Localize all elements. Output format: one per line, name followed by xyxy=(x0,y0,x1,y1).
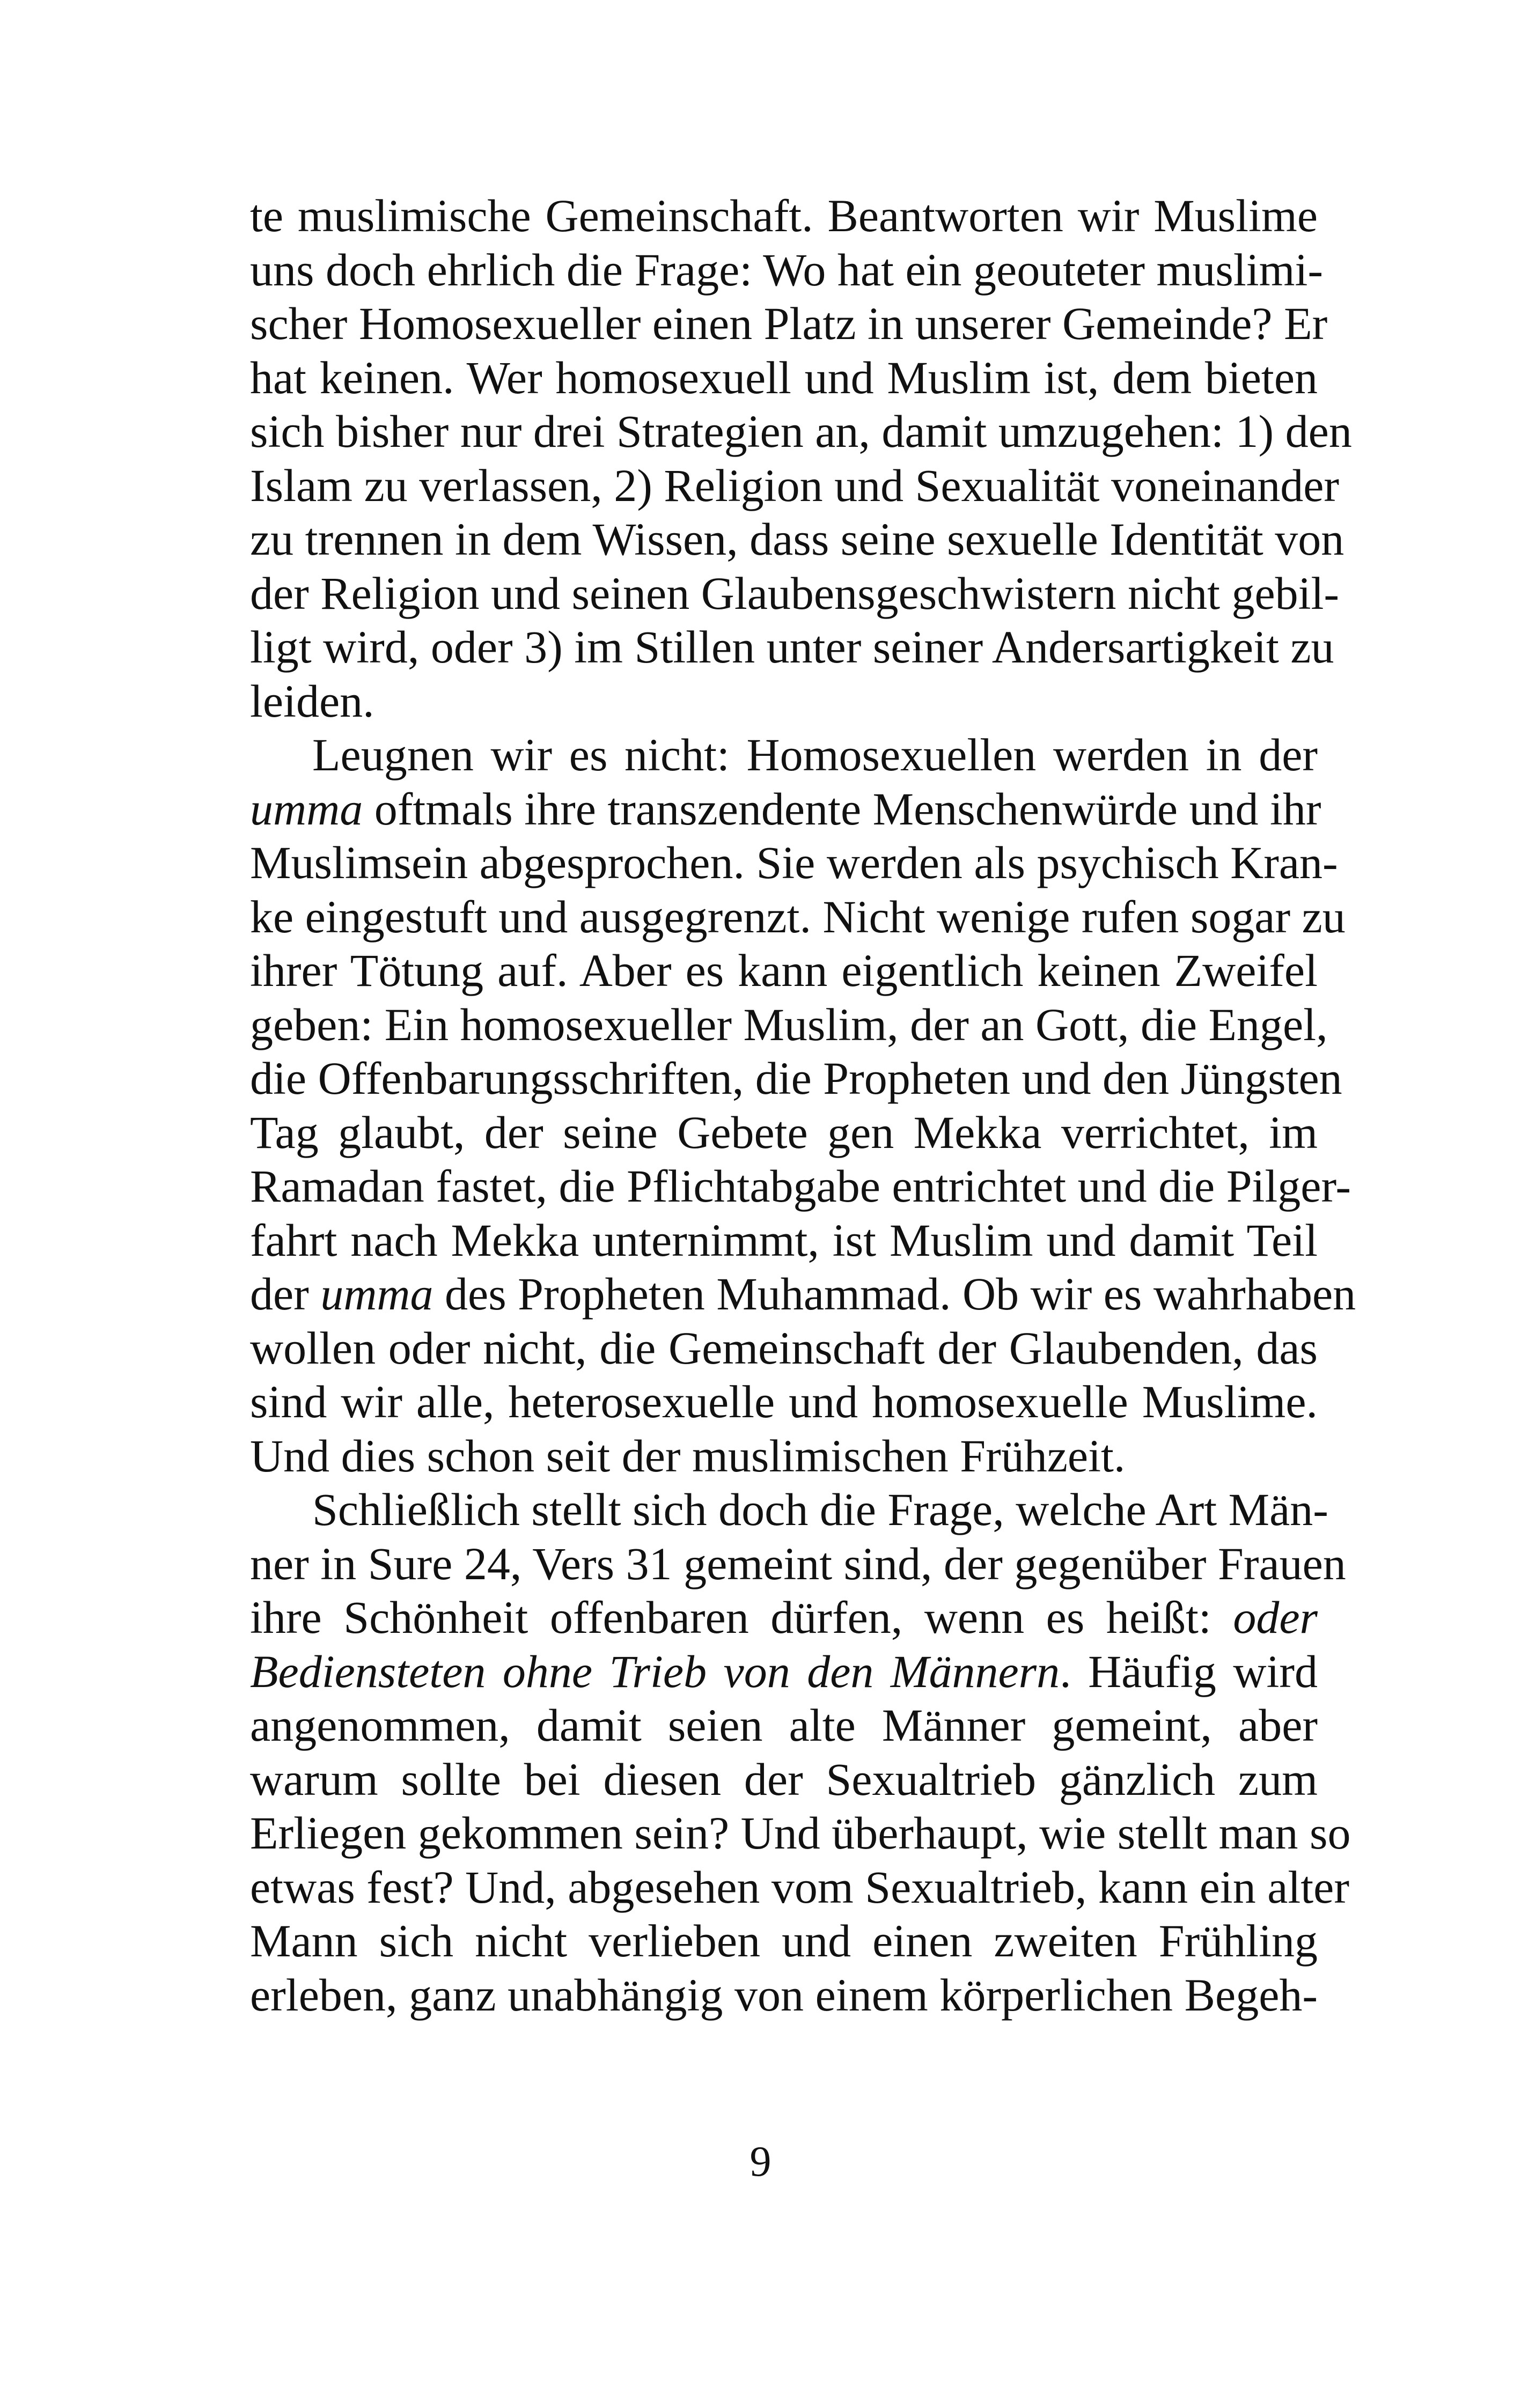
italic-text: umma xyxy=(320,1268,433,1320)
text-line xyxy=(250,998,1328,1052)
text-segment: ihrer Tötung auf. Aber es kann eigentlich keinen Zweifel xyxy=(250,945,1318,996)
text-segment: die Offenbarungsschriften, die Propheten und den Jüngsten xyxy=(250,1052,1342,1104)
text-line xyxy=(250,890,1346,944)
text-segment: Mann sich nicht verlieben und einen zweiten Frühling xyxy=(250,1915,1318,1967)
text-segment: uns doch ehrlich die Frage: Wo hat ein geouteter muslimi- xyxy=(250,244,1324,296)
text-line xyxy=(250,944,1318,998)
text-segment: warum sollte bei diesen der Sexualtrieb gänzlich zum xyxy=(250,1753,1318,1805)
paragraph xyxy=(250,1483,1351,2022)
paragraph xyxy=(250,728,1356,1483)
page-number: 9 xyxy=(750,2138,771,2185)
text-segment: Muslimsein abgesprochen. Sie werden als psychisch Kran- xyxy=(250,837,1338,888)
text-line xyxy=(250,297,1328,351)
text-line xyxy=(250,1375,1318,1429)
text-segment: scher Homosexueller einen Platz in unserer Gemeinde? Er xyxy=(250,298,1328,349)
paragraph xyxy=(250,189,1352,728)
italic-text: Bediensteten ohne Trieb von den Männern xyxy=(250,1645,1060,1697)
text-segment: Und dies schon seit der muslimischen Frühzeit. xyxy=(250,1430,1126,1482)
text-line xyxy=(250,1968,1318,2022)
text-segment: ligt wird, oder 3) im Stillen unter seiner Andersartigkeit zu xyxy=(250,621,1334,673)
text-line xyxy=(250,1429,1318,1483)
text-line xyxy=(250,728,1318,782)
text-segment: sich bisher nur drei Strategien an, damit umzugehen: 1) den xyxy=(250,406,1352,457)
text-segment: . Häufig wird xyxy=(1060,1645,1318,1697)
text-segment: Tag glaubt, der seine Gebete gen Mekka verrichtet, im xyxy=(250,1106,1318,1158)
text-segment: Ramadan fastet, die Pflichtabgabe entrichtet und die Pilger- xyxy=(250,1160,1351,1212)
text-line xyxy=(250,1752,1318,1807)
text-line xyxy=(250,1106,1318,1160)
text-line xyxy=(250,1860,1349,1914)
italic-text: oder xyxy=(1233,1592,1318,1643)
text-segment: ihre Schönheit offenbaren dürfen, wenn es heißt: xyxy=(250,1592,1233,1643)
text-line xyxy=(250,351,1318,405)
text-segment: fahrt nach Mekka unternimmt, ist Muslim und damit Teil xyxy=(250,1214,1318,1266)
text-segment: hat keinen. Wer homosexuell und Muslim ist, dem bieten xyxy=(250,351,1318,403)
text-segment: erleben, ganz unabhängig von einem körperlichen Begeh- xyxy=(250,1969,1318,2021)
text-segment: des Propheten Muhammad. Ob wir es wahrhaben xyxy=(433,1268,1356,1320)
text-segment: Schließlich stellt sich doch die Frage, welche Art Män- xyxy=(312,1484,1328,1535)
text-line xyxy=(250,1159,1351,1213)
text-segment: wollen oder nicht, die Gemeinschaft der Glaubenden, das xyxy=(250,1322,1318,1374)
text-segment: ner in Sure 24, Vers 31 gemeint sind, der gegenüber Frauen xyxy=(250,1537,1346,1589)
text-line xyxy=(250,1537,1346,1591)
text-segment: ke eingestuft und ausgegrenzt. Nicht wenige rufen sogar zu xyxy=(250,890,1346,942)
text-segment: leiden. xyxy=(250,675,374,727)
text-segment: der xyxy=(250,1268,321,1320)
text-segment: geben: Ein homosexueller Muslim, der an Gott, die Engel, xyxy=(250,998,1328,1050)
text-line xyxy=(250,1213,1318,1268)
text-segment: te muslimische Gemeinschaft. Beantworten wir Muslime xyxy=(250,190,1318,241)
text-line xyxy=(250,512,1344,566)
text-line xyxy=(250,1806,1351,1860)
text-line xyxy=(250,1698,1318,1752)
text-line xyxy=(250,189,1318,243)
text-segment: Leugnen wir es nicht: Homosexuellen werden in der xyxy=(312,729,1318,780)
text-line xyxy=(250,459,1340,513)
text-line xyxy=(250,782,1321,836)
text-line xyxy=(250,620,1334,674)
text-line xyxy=(250,674,1318,728)
text-line xyxy=(250,836,1338,890)
text-line xyxy=(250,1483,1328,1537)
text-segment: etwas fest? Und, abgesehen vom Sexualtrieb, kann ein alter xyxy=(250,1861,1349,1913)
text-line xyxy=(250,1645,1318,1699)
text-segment: Islam zu verlassen, 2) Religion und Sexualität voneinander xyxy=(250,459,1340,511)
text-segment: zu trennen in dem Wissen, dass seine sexuelle Identität von xyxy=(250,513,1344,565)
text-line xyxy=(250,1267,1356,1321)
text-line xyxy=(250,404,1352,459)
text-line xyxy=(250,1051,1342,1106)
text-line xyxy=(250,243,1324,297)
italic-text: umma xyxy=(250,783,363,835)
text-segment: Erliegen gekommen sein? Und überhaupt, wie stellt man so xyxy=(250,1807,1351,1859)
text-segment: sind wir alle, heterosexuelle und homosexuelle Muslime. xyxy=(250,1376,1318,1427)
text-segment: der Religion und seinen Glaubensgeschwistern nicht gebil- xyxy=(250,567,1340,619)
text-line xyxy=(250,1321,1318,1375)
body-text xyxy=(250,189,1356,2022)
text-line xyxy=(250,1914,1318,1968)
text-line xyxy=(250,1590,1318,1645)
text-segment: oftmals ihre transzendente Menschenwürde und ihr xyxy=(363,783,1321,835)
text-line xyxy=(250,566,1340,621)
text-segment: angenommen, damit seien alte Männer gemeint, aber xyxy=(250,1699,1318,1751)
